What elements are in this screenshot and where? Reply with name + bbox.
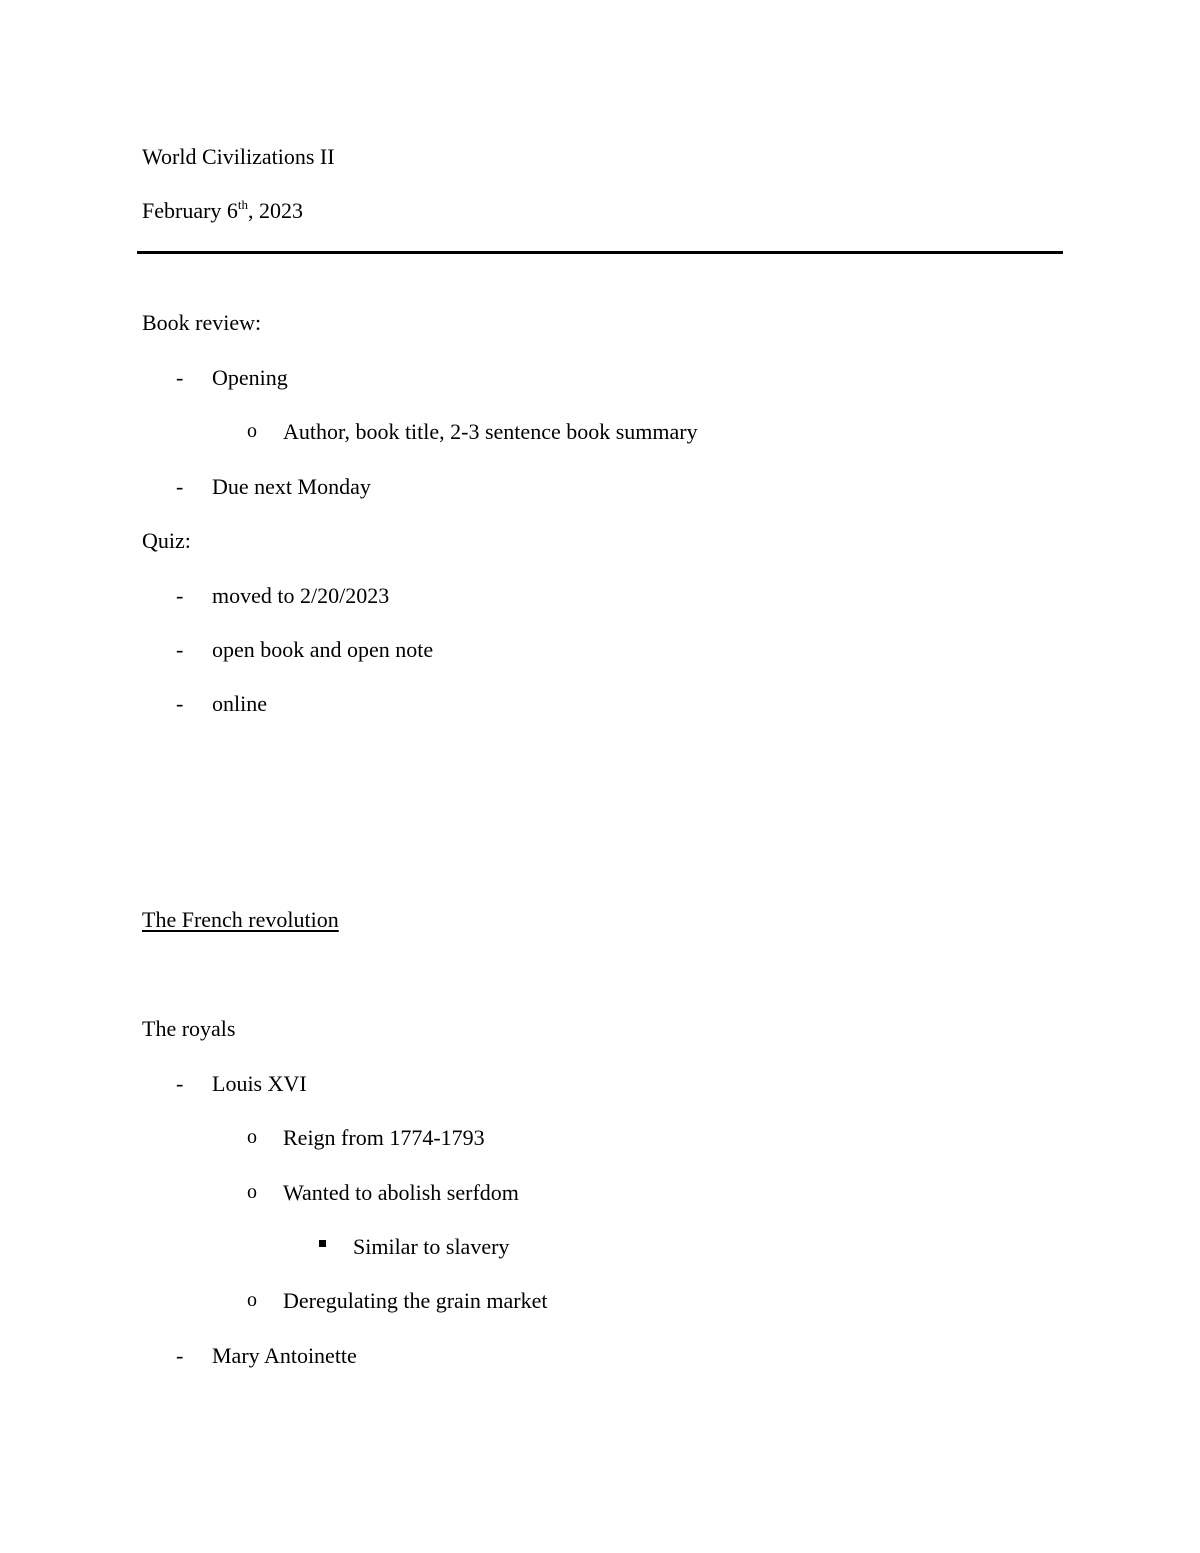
dash-bullet: - (176, 691, 184, 716)
quiz-heading: Quiz: (142, 528, 191, 553)
circle-bullet: o (247, 1289, 257, 1311)
date-suffix: , 2023 (248, 198, 304, 223)
list-item: online (212, 691, 267, 716)
list-item: open book and open note (212, 637, 434, 662)
lecture-date (142, 197, 304, 223)
list-item: Reign from 1774-1793 (283, 1125, 485, 1150)
section-title: The French revolution (142, 907, 339, 932)
square-bullet (319, 1240, 326, 1247)
list-item: Opening (212, 365, 288, 390)
list-item: Similar to slavery (353, 1234, 510, 1259)
date-prefix: February 6 (142, 198, 238, 223)
horizontal-rule (137, 251, 1063, 254)
dash-bullet: - (176, 474, 184, 499)
date-superscript: th (237, 197, 249, 212)
list-item: Louis XVI (212, 1071, 307, 1096)
list-item: Due next Monday (212, 474, 371, 499)
dash-bullet: - (176, 365, 184, 390)
course-title: World Civilizations II (142, 144, 335, 169)
dash-bullet: - (176, 583, 184, 608)
list-item: moved to 2/20/2023 (212, 583, 390, 608)
circle-bullet: o (247, 1181, 257, 1203)
circle-bullet: o (247, 1126, 257, 1148)
dash-bullet: - (176, 1343, 184, 1368)
list-item: Deregulating the grain market (283, 1288, 548, 1313)
dash-bullet: - (176, 637, 184, 662)
book-review-heading: Book review: (142, 310, 262, 335)
list-item: Wanted to abolish serfdom (283, 1180, 519, 1205)
list-item: Mary Antoinette (212, 1343, 357, 1368)
royals-heading: The royals (142, 1016, 236, 1041)
dash-bullet: - (176, 1071, 184, 1096)
circle-bullet: o (247, 420, 257, 442)
list-item: Author, book title, 2-3 sentence book summary (283, 419, 698, 444)
